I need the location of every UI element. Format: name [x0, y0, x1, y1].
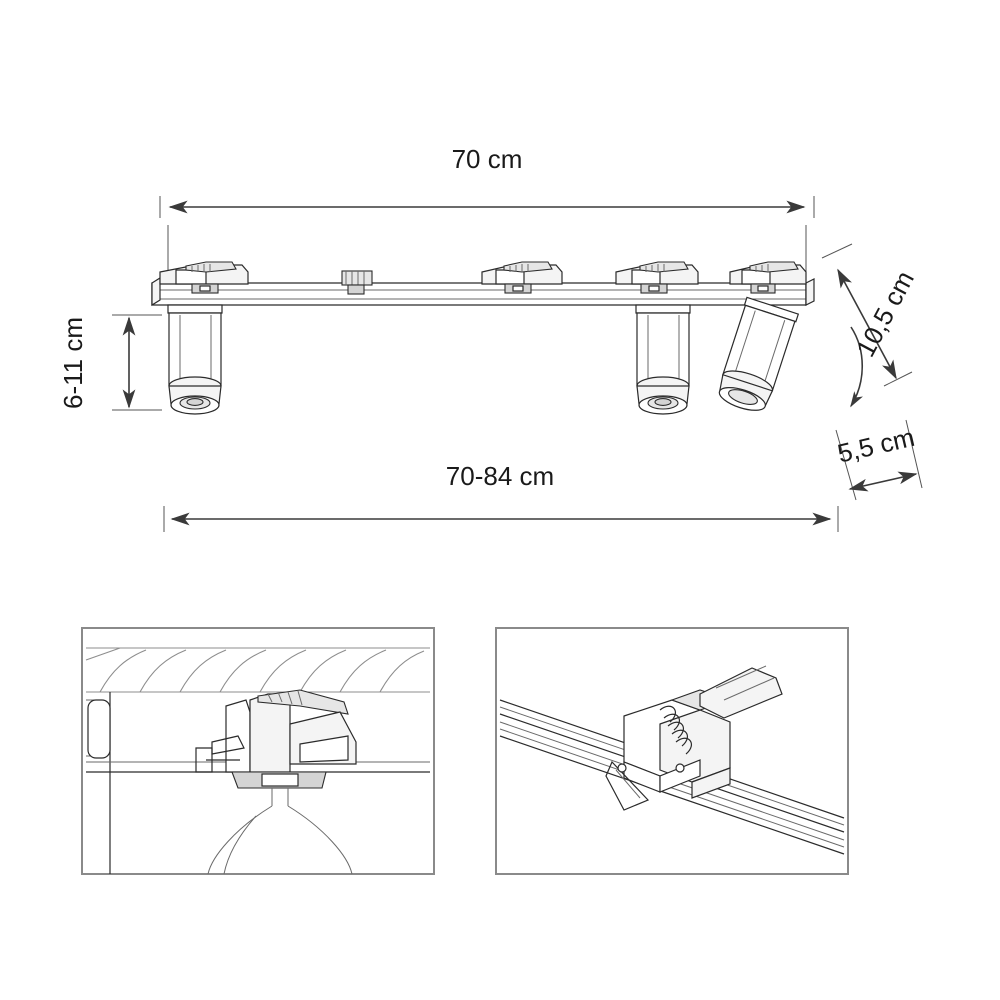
label-width-right: 5,5 cm: [834, 421, 918, 469]
label-depth-right: 10,5 cm: [850, 265, 921, 362]
spot-head-4-tilted: [714, 297, 798, 415]
spot-head-3: [636, 305, 690, 414]
detail-ceiling-section: [82, 628, 434, 874]
spot-head-1: [168, 305, 222, 414]
label-height-left: 6-11 cm: [58, 317, 88, 409]
dimension-top-length: [160, 196, 814, 282]
track-adapter-detail: [606, 666, 782, 810]
detail-track-perspective: [496, 628, 848, 874]
label-bottom-length: 70-84 cm: [445, 461, 555, 491]
ceiling-hatch: [86, 648, 430, 692]
bulb-outline: [208, 788, 352, 874]
dimension-height-left: [112, 315, 162, 410]
dimension-bottom-length: [164, 506, 838, 532]
label-top-length: 70 cm: [451, 144, 523, 174]
ceiling-bracket: [196, 690, 356, 788]
